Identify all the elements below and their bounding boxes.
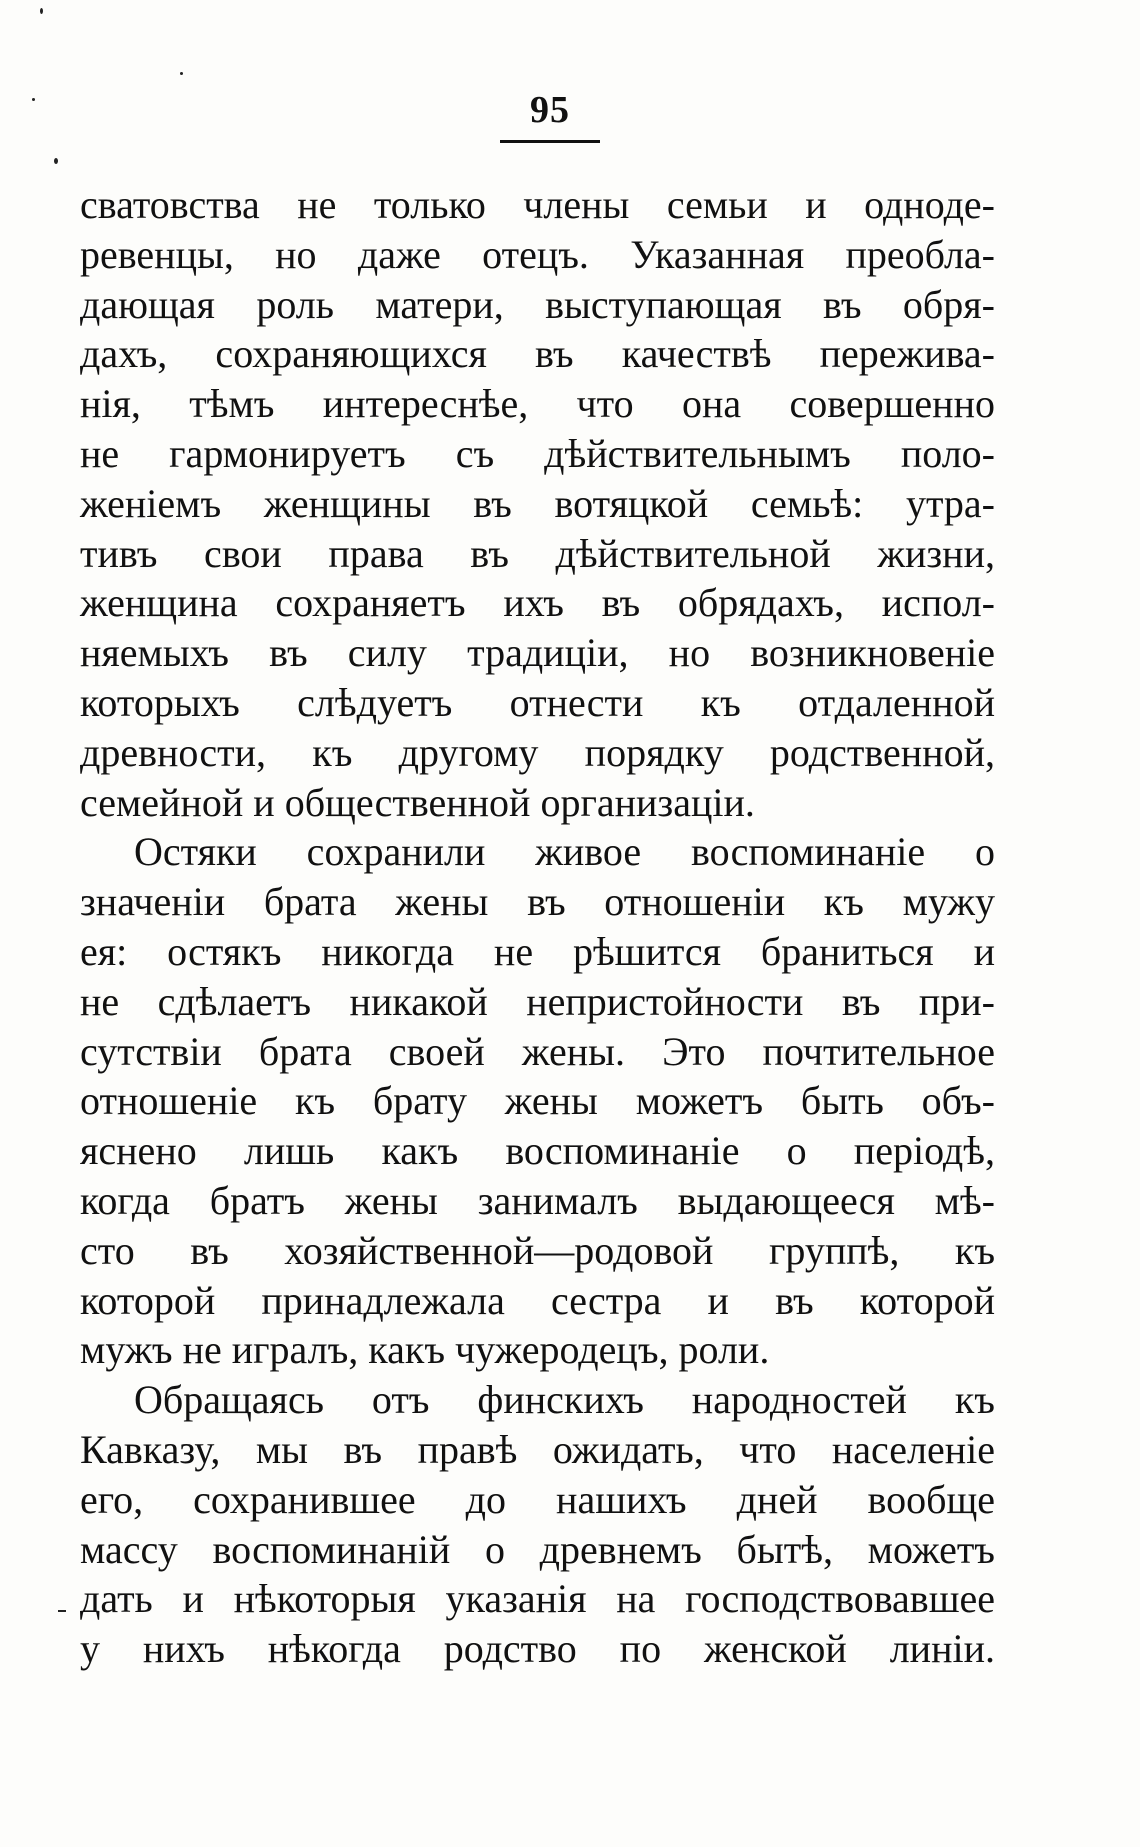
text-line: не сдѣлаетъ никакой непристойности въ при- (80, 978, 995, 1024)
text-line: его, сохранившее до нашихъ дней вообще (80, 1476, 995, 1522)
text-line: ея: остякъ никогда не рѣшится браниться и (80, 928, 995, 974)
text-line: тивъ свои права въ дѣйствительной жизни, (80, 530, 995, 576)
text-line: которыхъ слѣдуетъ отнести къ отдаленной (80, 679, 995, 725)
text-line: семейной и общественной организацiи. (80, 779, 755, 825)
text-line: мужъ не игралъ, какъ чужеродецъ, роли. (80, 1327, 770, 1373)
body-text (80, 180, 995, 1674)
text-line: нiя, тѣмъ интереснѣе, что она совершенно (80, 381, 995, 427)
text-line: у нихъ нѣкогда родство по женской линiи. (80, 1626, 995, 1672)
scan-speck (180, 72, 183, 75)
text-line: не гармонируетъ съ дѣйствительнымъ поло- (80, 430, 995, 476)
text-line: сватовства не только члены семьи и однодe- (80, 182, 995, 227)
scan-speck (54, 158, 58, 164)
page-number-rule (500, 140, 600, 143)
text-line: ревенцы, но даже отецъ. Указанная преобла- (80, 231, 995, 277)
text-line: которой принадлежала сестра и въ которой (80, 1277, 995, 1323)
text-line: массу воспоминанiй о древнемъ бытѣ, можетъ (80, 1526, 995, 1572)
text-line: женщина сохраняетъ ихъ въ обрядахъ, испол- (80, 580, 995, 626)
scan-speck (40, 8, 43, 14)
scan-speck (58, 1610, 66, 1612)
text-line: няемыхъ въ силу традицiи, но возникновенiе (80, 630, 995, 676)
text-line: женiемъ женщины въ вотяцкой семьѣ: утра- (80, 480, 995, 526)
text-line: дахъ, сохраняющихся въ качествѣ пережива- (80, 331, 995, 377)
text-line: древности, къ другому порядку родственной, (80, 729, 995, 775)
text-line: сутствiи брата своей жены. Это почтительное (80, 1028, 995, 1074)
text-line: сто въ хозяйственной—родовой группѣ, къ (80, 1227, 995, 1273)
text-line: Обращаясь отъ финскихъ народностей къ (134, 1377, 995, 1423)
text-line: Кавказу, мы въ правѣ ожидать, что населенiе (80, 1426, 995, 1472)
text-line: отношенiе къ брату жены можетъ быть объ- (80, 1078, 995, 1124)
text-line: Остяки сохранили живое воспоминанiе о (134, 829, 995, 875)
text-line: яснено лишь какъ воспоминанiе о перiодѣ, (80, 1128, 995, 1174)
text-line: дающая роль матери, выступающая въ обря- (80, 281, 995, 327)
page-number: 95 (530, 89, 570, 131)
text-line: значенiи брата жены въ отношенiи къ мужу (80, 879, 995, 925)
text-line: дать и нѣкоторыя указанiя на господствовавшее (80, 1576, 995, 1622)
text-line: когда братъ жены занималъ выдающееся мѣ- (80, 1177, 995, 1223)
